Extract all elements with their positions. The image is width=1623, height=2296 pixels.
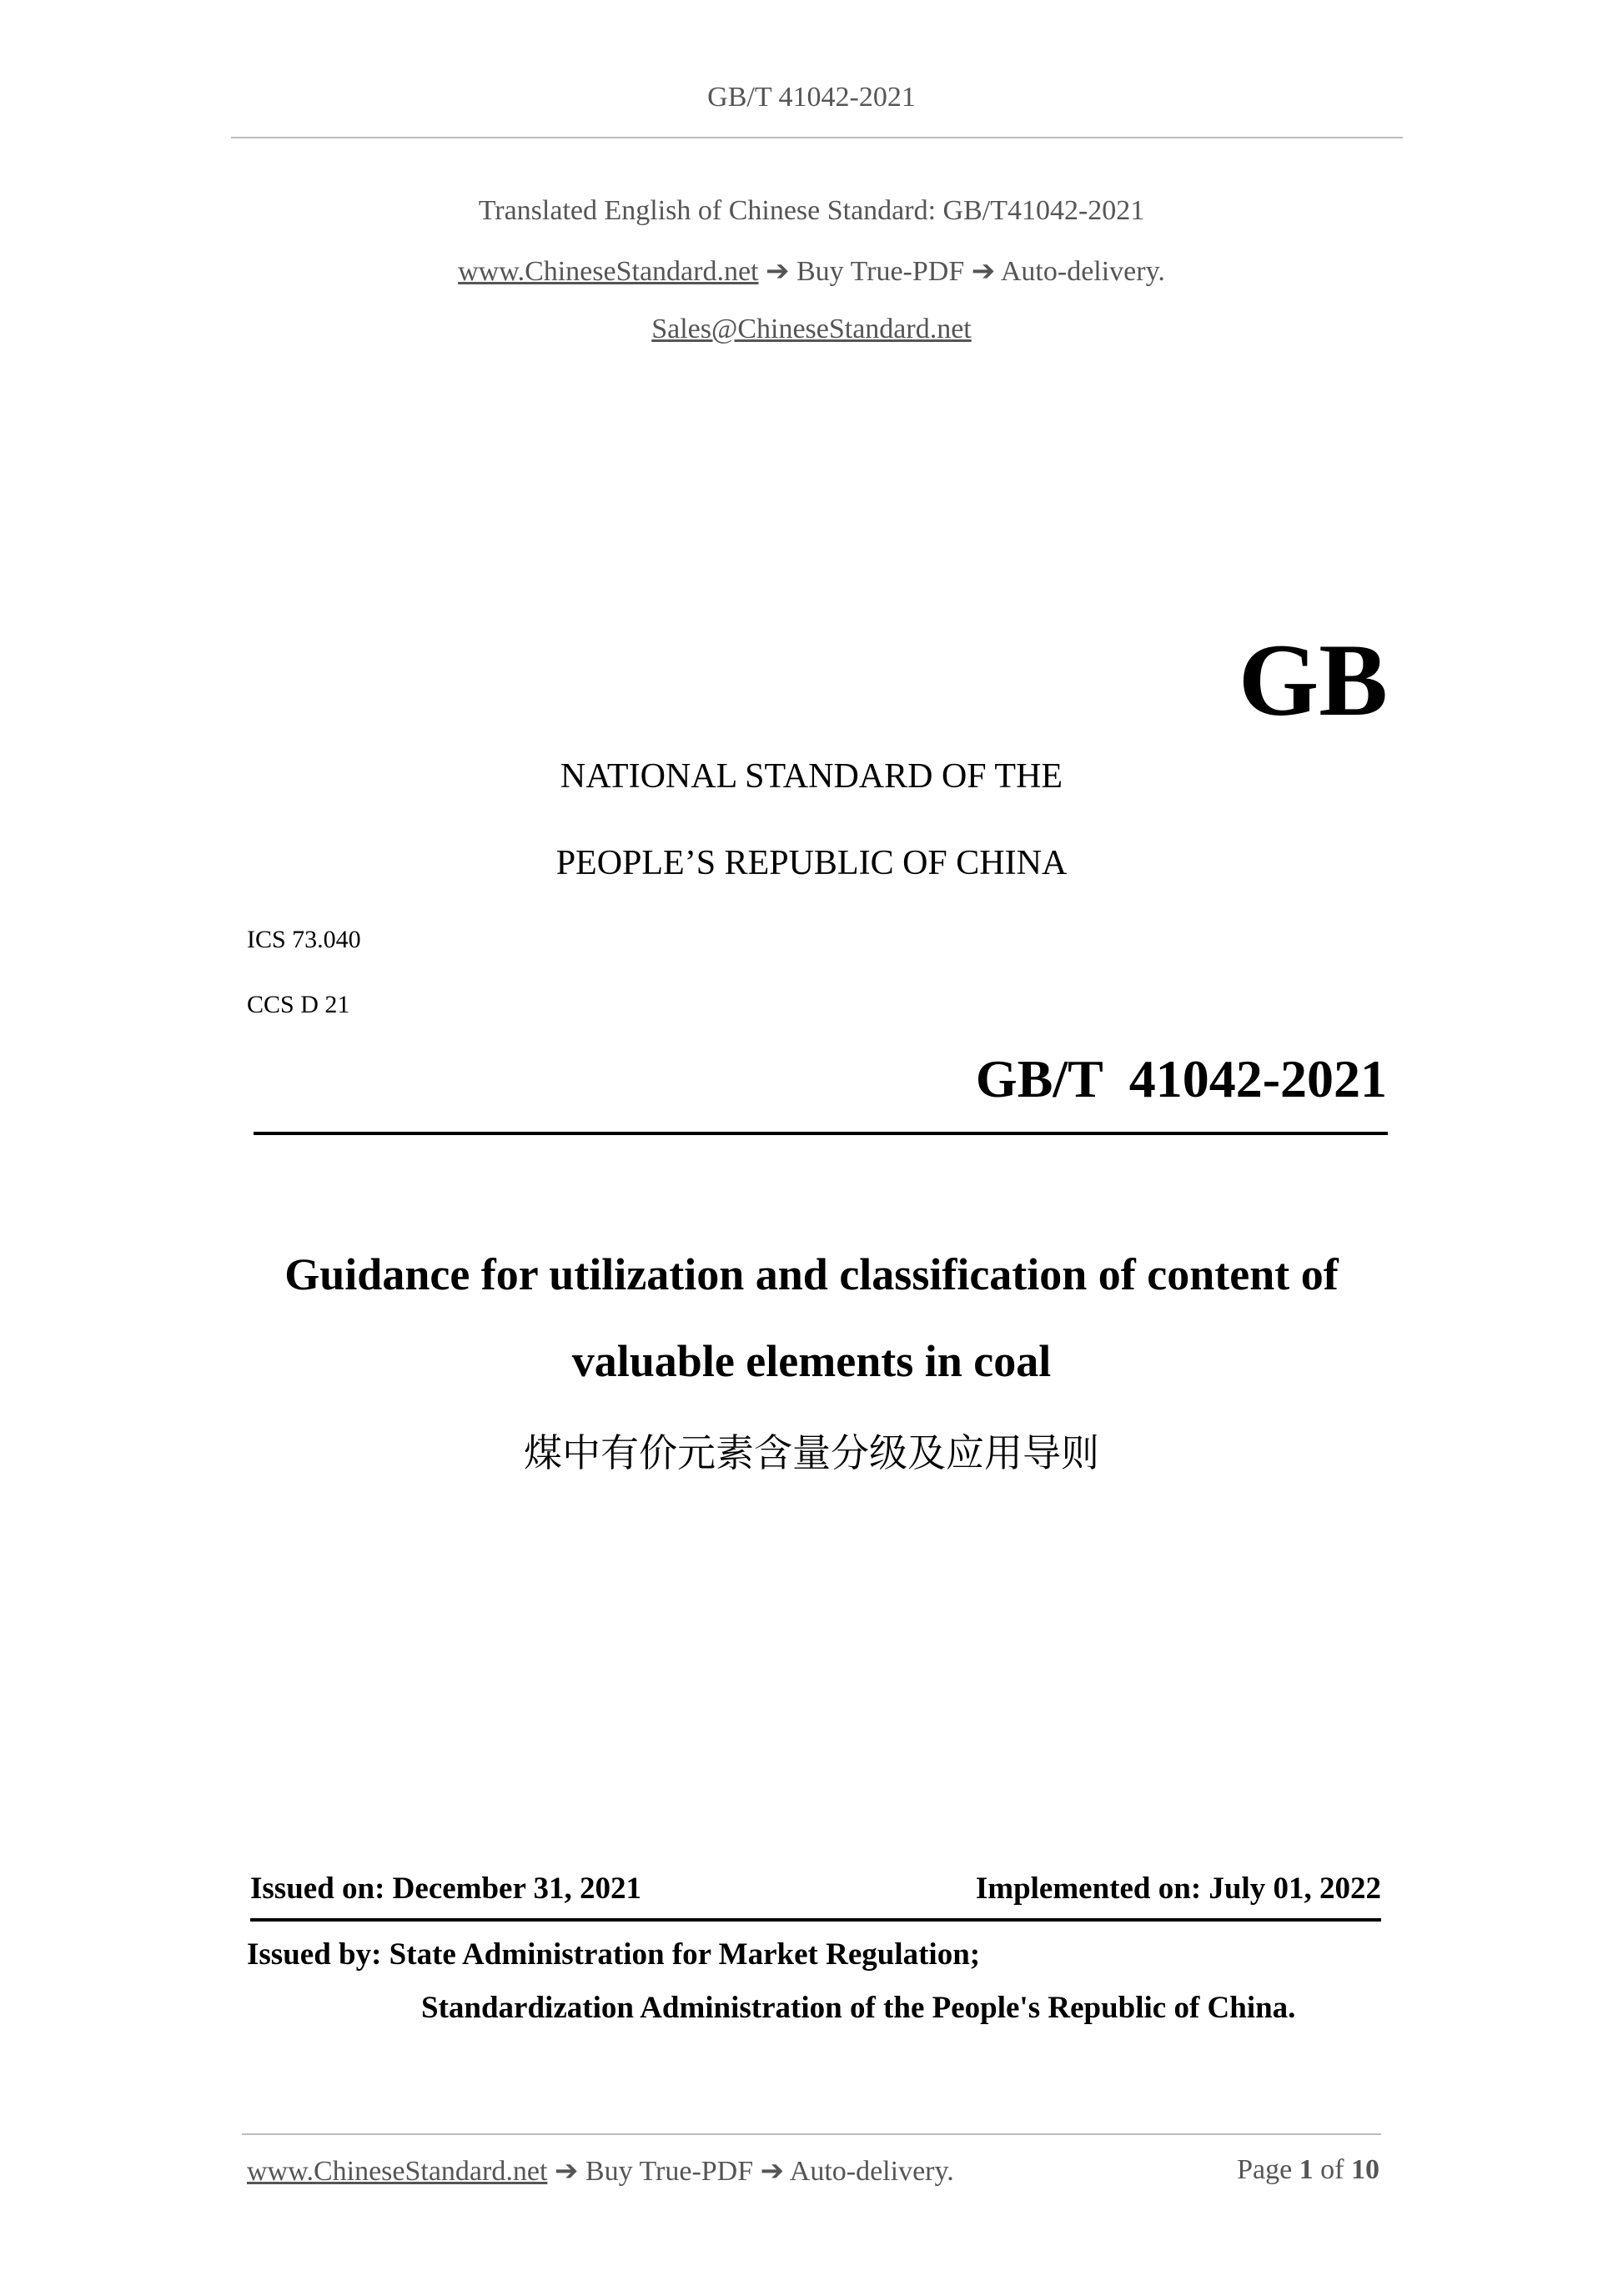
website-link[interactable]: www.ChineseStandard.net: [458, 256, 759, 287]
implemented-on-date: Implemented on: July 01, 2022: [975, 1871, 1381, 1906]
standard-number-rule: [254, 1132, 1388, 1135]
standard-number: GB/T 41042-2021: [975, 1049, 1387, 1108]
issue-dates-rule: [250, 1918, 1381, 1922]
document-title-line-2: valuable elements in coal: [571, 1336, 1052, 1386]
arrow-icon: ➔: [554, 2156, 579, 2187]
running-header-title: GB/T 41042-2021: [707, 82, 916, 113]
sales-email-line: [0, 314, 1623, 345]
national-standard-heading-line-1: NATIONAL STANDARD OF THE: [560, 757, 1063, 796]
page-total: 10: [1351, 2154, 1379, 2185]
issued-by-line-1: Issued by: State Administration for Market Regulation;: [247, 1937, 981, 1972]
footer-divider: [242, 2133, 1381, 2135]
sales-email-link[interactable]: Sales@ChineseStandard.net: [651, 314, 972, 344]
document-title-chinese: 煤中有价元素含量分级及应用导则: [524, 1430, 1099, 1475]
page-of-label: of: [1320, 2154, 1344, 2185]
footer-auto-delivery-text: Auto-delivery.: [789, 2156, 954, 2187]
page-current: 1: [1299, 2154, 1314, 2185]
national-standard-heading-line-2: PEOPLE’S REPUBLIC OF CHINA: [555, 844, 1068, 882]
document-title-line-1: Guidance for utilization and classification of content of: [284, 1249, 1339, 1299]
footer-buy-true-pdf-text: Buy True-PDF: [585, 2156, 754, 2187]
issued-on-date: Issued on: December 31, 2021: [250, 1871, 641, 1906]
ccs-code: CCS D 21: [247, 991, 350, 1018]
purchase-links-line: [0, 254, 1623, 288]
footer-links-line: [247, 2154, 954, 2188]
page-label: Page: [1237, 2154, 1293, 2185]
gb-logo: GB: [1238, 623, 1388, 737]
arrow-icon: ➔: [971, 256, 996, 287]
buy-true-pdf-text: Buy True-PDF: [796, 256, 965, 287]
translation-notice: Translated English of Chinese Standard: GB/T41042-2021: [478, 195, 1145, 226]
arrow-icon: ➔: [766, 256, 790, 287]
ics-code: ICS 73.040: [247, 926, 361, 953]
page-number: [1237, 2154, 1379, 2186]
footer-website-link[interactable]: www.ChineseStandard.net: [247, 2156, 548, 2187]
auto-delivery-text: Auto-delivery.: [1000, 256, 1165, 287]
issued-by-line-2: Standardization Administration of the People's Republic of China.: [421, 1991, 1296, 2025]
arrow-icon: ➔: [760, 2156, 785, 2187]
header-divider: [231, 137, 1403, 138]
